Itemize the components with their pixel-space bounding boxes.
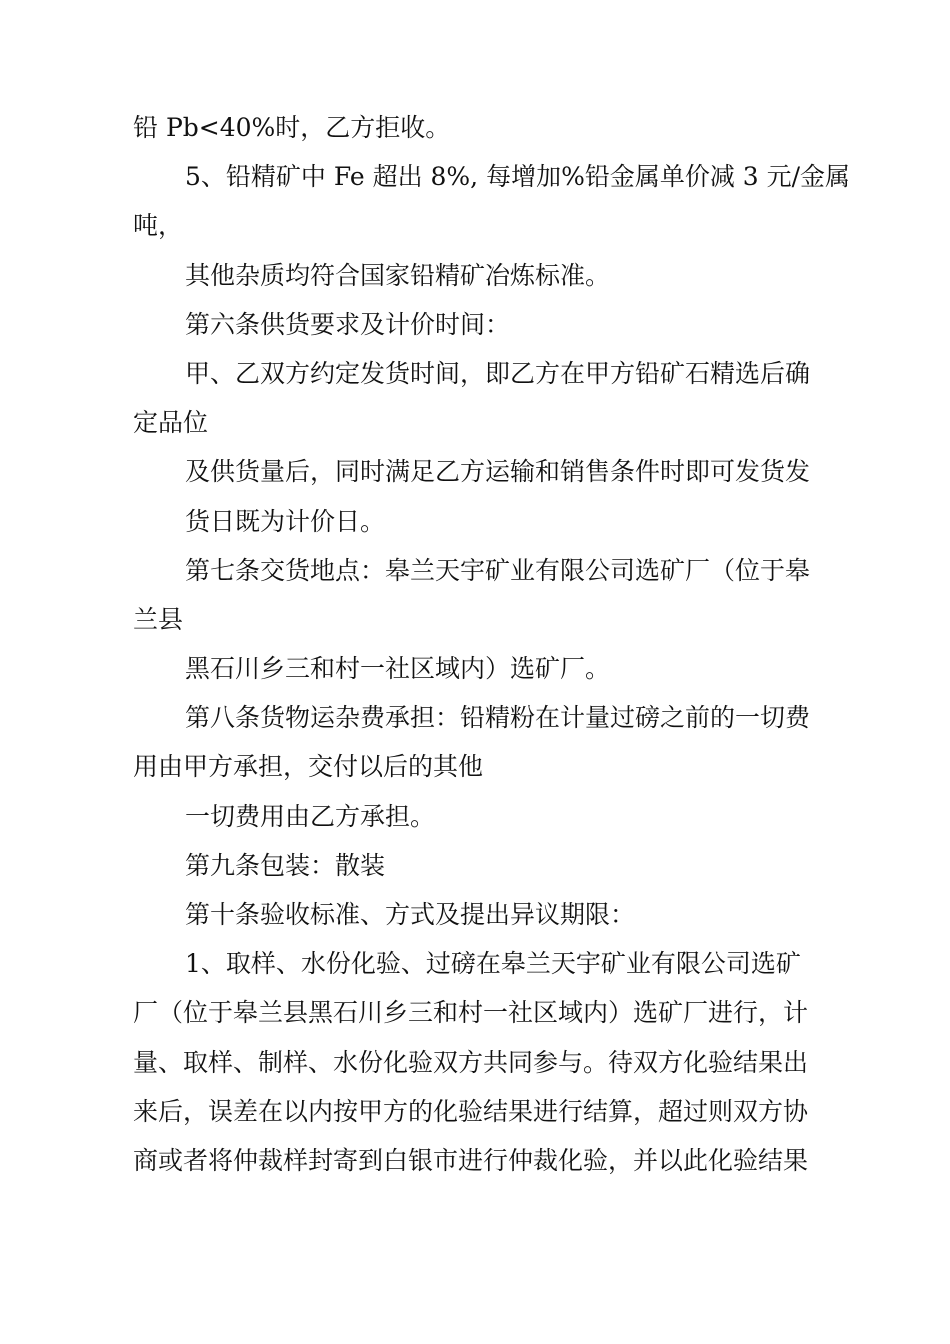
- document-line: 第七条交货地点：皋兰天宇矿业有限公司选矿厂（位于皋: [185, 555, 811, 585]
- document-line: 商或者将仲裁样封寄到白银市进行仲裁化验，并以此化验结果: [133, 1145, 809, 1175]
- document-line: 及供货量后，同时满足乙方运输和销售条件时即可发货发: [185, 457, 811, 487]
- document-line: 兰县: [133, 604, 184, 634]
- document-line: 甲、乙双方约定发货时间，即乙方在甲方铅矿石精选后确: [185, 358, 811, 388]
- document-body: [133, 103, 851, 1185]
- document-line: 其他杂质均符合国家铅精矿冶炼标准。: [185, 260, 611, 290]
- document-line: 来后，误差在以内按甲方的化验结果进行结算，超过则双方协: [133, 1096, 809, 1126]
- document-line: 5、铅精矿中 Fe 超出 8%, 每增加%铅金属单价减 3 元/金属: [185, 162, 851, 192]
- document-line: 一切费用由乙方承担。: [185, 801, 436, 831]
- document-line: 第六条供货要求及计价时间：: [185, 309, 511, 339]
- document-line: 第八条货物运杂费承担：铅精粉在计量过磅之前的一切费: [185, 703, 811, 733]
- document-line: 第九条包装：散装: [185, 850, 386, 880]
- document-line: 货日既为计价日。: [185, 506, 386, 536]
- document-line: 黑石川乡三和村一社区域内）选矿厂。: [185, 654, 611, 684]
- document-line: 量、取样、制样、水份化验双方共同参与。待双方化验结果出: [133, 1047, 809, 1077]
- document-line: 铅 Pb<40%时，乙方拒收。: [133, 113, 451, 142]
- document-line: 定品位: [133, 408, 209, 438]
- document-line: 吨，: [133, 211, 184, 241]
- document-line: 1、取样、水份化验、过磅在皋兰天宇矿业有限公司选矿: [185, 949, 801, 979]
- document-line: 厂（位于皋兰县黑石川乡三和村一社区域内）选矿厂进行，计: [133, 998, 809, 1028]
- document-line: 第十条验收标准、方式及提出异议期限：: [185, 900, 636, 929]
- document-line: 用由甲方承担，交付以后的其他: [133, 752, 484, 782]
